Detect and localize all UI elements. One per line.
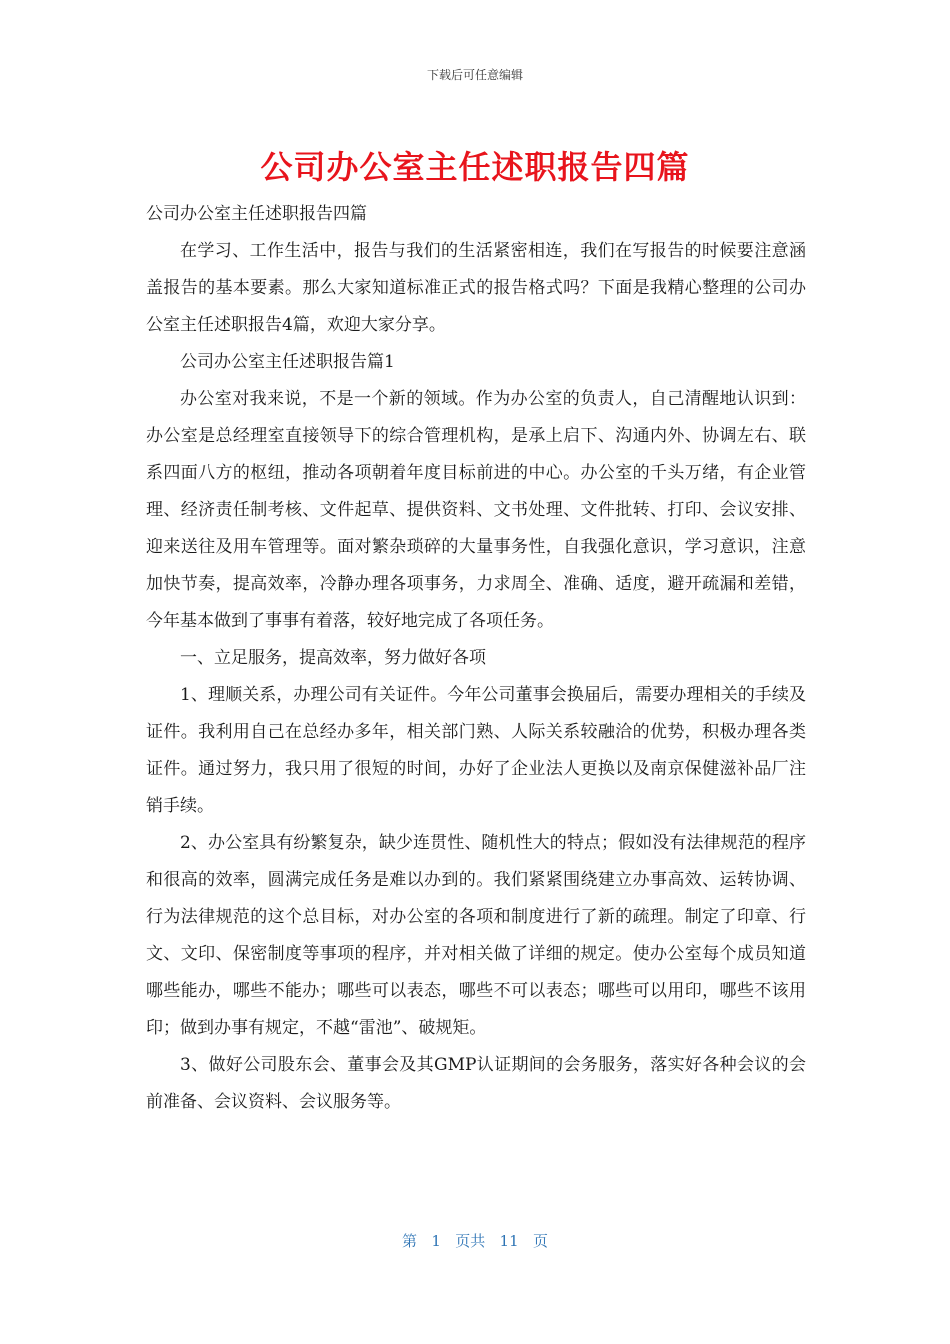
- section-heading: 公司办公室主任述职报告篇1: [180, 352, 395, 372]
- subsection-heading: 一、立足服务，提高效率，努力做好各项: [180, 648, 486, 668]
- paragraph-office-role: 办公室对我来说，不是一个新的领域。作为办公室的负责人，自己清醒地认识到：办公室是总经理室直接领导下的综合管理机构，是承上启下、沟通内外、协调左右、联系四面八方的枢纽，推动各项朝着年度目标前进的中心。办公室的千头万绪，有企业管理、经济责任制考核、文件起草、提供资料、文书处理、文件批转、打印、会议安排、迎来送往及用车管理等。面对繁杂琐碎的大量事务性，自我强化意识，学习意识，注意加快节奏，提高效率，冷静办理各项事务，力求周全、准确、适度，避开疏漏和差错，今年基本做到了事事有着落，较好地完成了各项任务。: [146, 389, 806, 631]
- page-footer: [0, 1230, 950, 1251]
- document-subtitle: 公司办公室主任述职报告四篇: [146, 204, 367, 224]
- header-note: 下载后可任意编辑: [426, 68, 523, 82]
- document-title: 公司办公室主任述职报告四篇: [260, 148, 690, 186]
- footer-page-number: 1: [431, 1232, 441, 1250]
- footer-prefix: 第: [402, 1232, 418, 1250]
- document-body: [146, 196, 806, 1121]
- footer-page-total: 11: [499, 1232, 519, 1250]
- paragraph-item-3: 3、做好公司股东会、董事会及其GMP认证期间的会务服务，落实好各种会议的会前准备、会议资料、会议服务等。: [146, 1055, 806, 1112]
- paragraph-item-2: 2、办公室具有纷繁复杂，缺少连贯性、随机性大的特点；假如没有法律规范的程序和很高的效率，圆满完成任务是难以办到的。我们紧紧围绕建立办事高效、运转协调、行为法律规范的这个总目标，对办公室的各项和制度进行了新的疏理。制定了印章、行文、文印、保密制度等事项的程序，并对相关做了详细的规定。使办公室每个成员知道哪些能办，哪些不能办；哪些可以表态，哪些不可以表态；哪些可以用印，哪些不该用印；做到办事有规定，不越“雷池”、破规矩。: [146, 833, 806, 1038]
- footer-middle: 页共: [455, 1232, 486, 1250]
- paragraph-item-1: 1、理顺关系，办理公司有关证件。今年公司董事会换届后，需要办理相关的手续及证件。我利用自己在总经办多年，相关部门熟、人际关系较融洽的优势，积极办理各类证件。通过努力，我只用了很短的时间，办好了企业法人更换以及南京保健滋补品厂注销手续。: [146, 685, 806, 816]
- paragraph-intro: 在学习、工作生活中，报告与我们的生活紧密相连，我们在写报告的时候要注意涵盖报告的基本要素。那么大家知道标准正式的报告格式吗？下面是我精心整理的公司办公室主任述职报告4篇，欢迎大家分享。: [146, 241, 806, 335]
- footer-suffix: 页: [532, 1232, 548, 1250]
